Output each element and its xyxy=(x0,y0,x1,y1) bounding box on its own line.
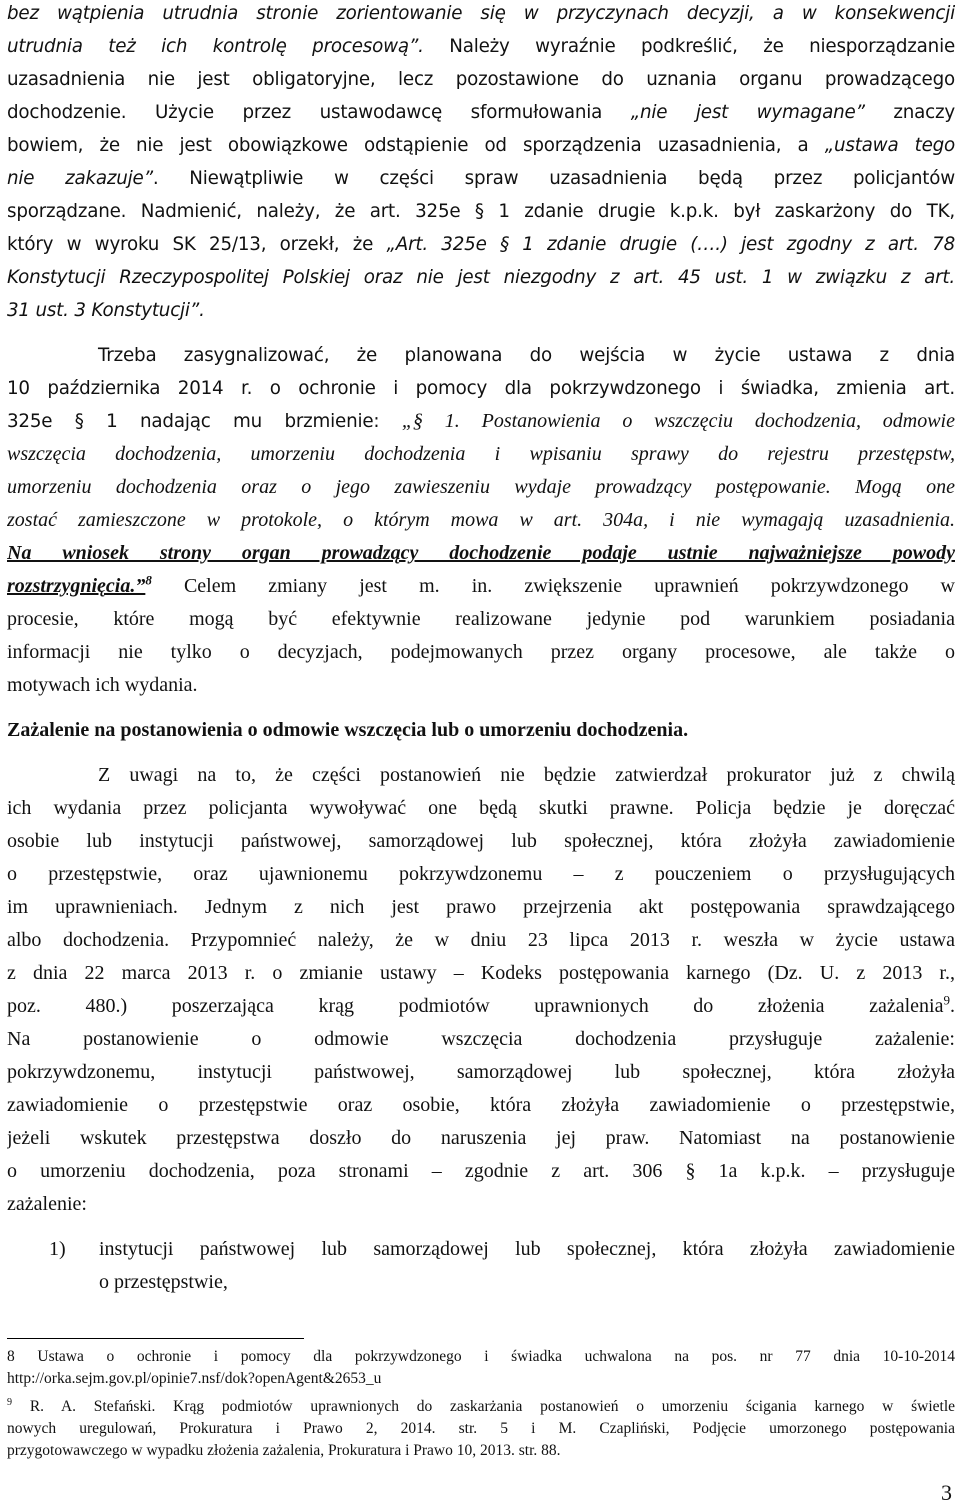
footnote-9-line: nowych uregulowań, Prokuratura i Prawo 2, 2014. str. 5 i M. Czapliński, Podjęcie umorzonego postępowania xyxy=(7,1420,955,1437)
text-line: osobie lub instytucji państwowej, samorządowej lub społecznej, która złożyła zawiadomienie xyxy=(7,830,955,852)
footnote-ref-8: 8 xyxy=(145,572,152,588)
text-line: jeżeli wskutek przestępstwa doszło do naruszenia jej praw. Natomiast na postanowienie xyxy=(7,1127,955,1149)
text-line: który w wyroku SK 25/13, orzekł, że „Art. 325e § 1 zdanie drugie (….) jest zgodny z art. 78 xyxy=(7,234,955,255)
text-line: im uprawnieniach. Jednym z nich jest prawo przejrzenia akt postępowania sprawdzającego xyxy=(7,896,955,918)
text-line: zawiadomienie o przestępstwie oraz osobie, która złożyła zawiadomienie o przestępstwie, xyxy=(7,1094,955,1116)
footnote-9-line: $^9$ R. A. Stefański. Krąg podmiotów uprawnionych do zaskarżania postanowień o umorzeniu ścigania karnego w świetle xyxy=(7,1396,955,1415)
text-line: bez wątpienia utrudnia stronie zorientowanie się w przyczynach decyzji, a w konsekwencji xyxy=(7,3,955,24)
text-line: nie zakazuje”. Niewątpliwie w części spraw uzasadnienia będą przez policjantów xyxy=(7,168,955,189)
text-line: procesie, które mogą być efektywnie realizowane jedynie pod warunkiem posiadania xyxy=(7,608,955,630)
paragraph-complaint xyxy=(7,759,955,1221)
text-line: uzasadnienia nie jest obligatoryjne, lecz pozostawione do uznania organu prowadzącego xyxy=(7,69,955,90)
text-line: rozstrzygnięcia.”$^8$ Celem zmiany jest m. in. zwiększenie uprawnień pokrzywdzonego w xyxy=(7,572,955,597)
text-line: umorzeniu dochodzenia oraz o jego zawieszeniu wydaje prowadzący postępowanie. Mogą one xyxy=(7,476,955,498)
text-line: sporządzane. Nadmienić, należy, że art. 325e § 1 zdanie drugie k.p.k. był zaskarżony do TK, xyxy=(7,201,955,222)
text-line: wszczęcia dochodzenia, umorzeniu dochodzenia i wpisaniu sprawy do rejestru przestępstw, xyxy=(7,443,955,465)
text-line: Konstytucji Rzeczypospolitej Polskiej oraz nie jest niezgodny z art. 45 ust. 1 w związku z art. xyxy=(7,267,955,288)
document-page xyxy=(7,0,955,1299)
text-line: 31 ust. 3 Konstytucji”. xyxy=(7,300,205,321)
text-line: ich wydania przez policjanta wywoływać one będą skutki prawne. Policja będzie je doręczać xyxy=(7,797,955,819)
text-line: utrudnia też ich kontrolę procesową”. Należy wyraźnie podkreślić, że niesporządzanie xyxy=(7,36,955,57)
text-line: o przestępstwie, oraz ujawnionemu pokrzywdzonemu – z pouczeniem o przysługujących xyxy=(7,863,955,885)
list-number: 1) xyxy=(49,1238,66,1260)
text-line: albo dochodzenia. Przypomnieć należy, że w dniu 23 lipca 2013 r. weszła w życie ustawa xyxy=(7,929,955,951)
text-line: o umorzeniu dochodzenia, poza stronami – zgodnie z art. 306 § 1a k.p.k. – przysługuje xyxy=(7,1160,955,1182)
text-line: 10 października 2014 r. o ochronie i pomocy dla pokrzywdzonego i świadka, zmienia art. xyxy=(7,378,955,399)
text-line: zażalenie: xyxy=(7,1193,87,1215)
text-line: 325e § 1 nadając mu brzmienie: „§ 1. Postanowienia o wszczęciu dochodzenia, odmowie xyxy=(7,410,955,432)
text-line: informacji nie tylko o decyzjach, podejmowanych przez organy procesowe, ale także o xyxy=(7,641,955,663)
text-line: zostać zamieszczone w protokole, o którym mowa w art. 304a, i nie wymagają uzasadnienia. xyxy=(7,509,955,531)
footnote-9-line: przygotowawczego w wypadku złożenia zażalenia, Prokuratura i Prawo 10, 2013. str. 88. xyxy=(7,1442,561,1459)
text-line: motywach ich wydania. xyxy=(7,674,198,696)
section-heading: Zażalenie na postanowienia o odmowie wszczęcia lub o umorzeniu dochodzenia. xyxy=(7,719,689,741)
footnote-ref-9: 9 xyxy=(943,992,950,1008)
text-line: o przestępstwie, xyxy=(99,1271,228,1293)
footnote-8-url: http://orka.sejm.gov.pl/opinie7.nsf/dok?openAgent&2653_u xyxy=(7,1370,382,1387)
footnotes xyxy=(7,1346,955,1462)
text-line: Z uwagi na to, że części postanowień nie będzie zatwierdzał prokurator już z chwilą xyxy=(98,764,955,786)
text-line: bowiem, że nie jest obowiązkowe odstąpienie od sporządzenia uzasadnienia, a „ustawa tego xyxy=(7,135,955,156)
text-line: z dnia 22 marca 2013 r. o zmianie ustawy – Kodeks postępowania karnego (Dz. U. z 2013 r., xyxy=(7,962,955,984)
text-line: poz. 480.) poszerzająca krąg podmiotów uprawnionych do złożenia zażalenia$^9$. xyxy=(7,992,955,1017)
list-item xyxy=(7,1233,955,1299)
text-line: 1) instytucji państwowej lub samorządowej lub społecznej, która złożyła zawiadomienie xyxy=(7,1233,955,1266)
text-line: Na postanowienie o odmowie wszczęcia dochodzenia przysługuje zażalenie: xyxy=(7,1028,955,1050)
footnote-8-line: 8 Ustawa o ochronie i pomocy dla pokrzywdzonego i świadka uchwalona na pos. nr 77 dnia 10-10-2014 xyxy=(7,1348,955,1365)
paragraph-continuation xyxy=(7,0,955,327)
footnote-separator xyxy=(7,1338,304,1339)
text-line: Na wniosek strony organ prowadzący dochodzenie podaje ustnie najważniejsze powody xyxy=(7,542,955,564)
text-line: dochodzenie. Użycie przez ustawodawcę sformułowania „nie jest wymagane” znaczy xyxy=(7,102,955,123)
text-line: pokrzywdzonemu, instytucji państwowej, samorządowej lub społecznej, która złożyła xyxy=(7,1061,955,1083)
page-number: 3 xyxy=(941,1480,952,1505)
paragraph-amendment xyxy=(7,339,955,702)
text-line: Trzeba zasygnalizować, że planowana do wejścia w życie ustawa z dnia xyxy=(98,345,955,366)
